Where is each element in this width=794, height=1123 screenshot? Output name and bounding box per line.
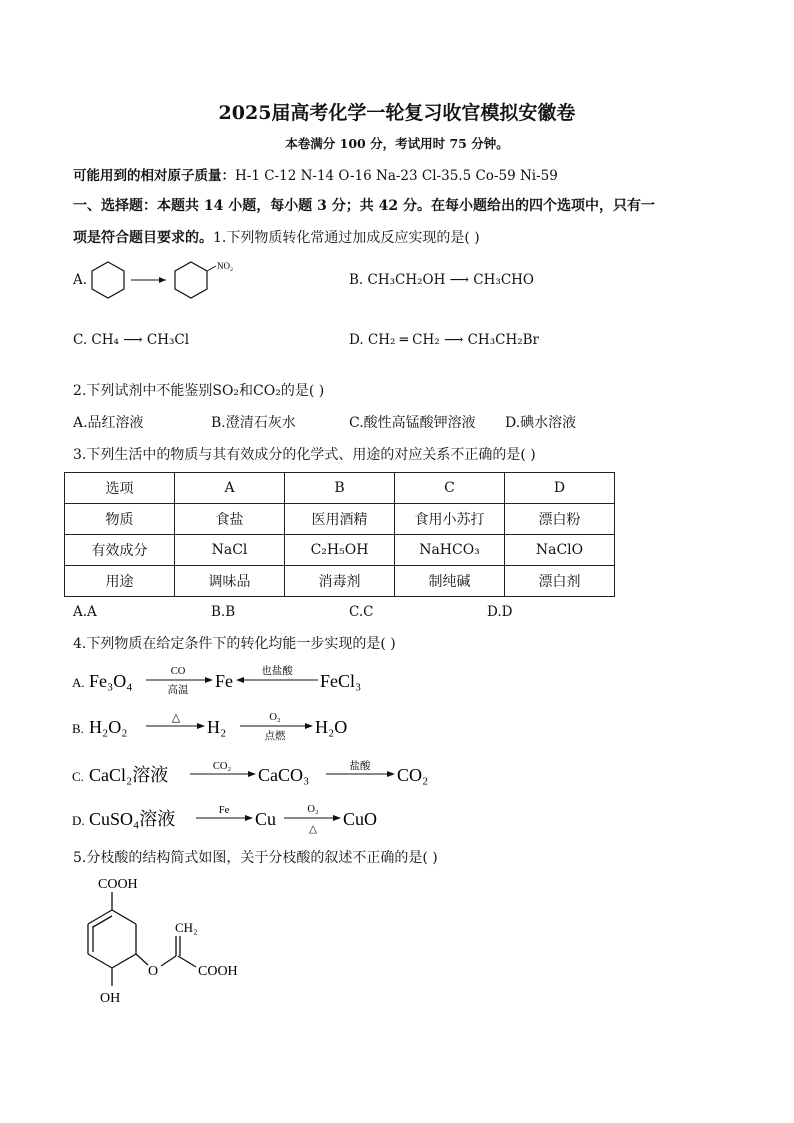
table-cell: 漂白剂 (505, 566, 615, 597)
table-cell: NaHCO₃ (395, 535, 505, 566)
q4b-condition-top: △ (171, 712, 181, 724)
q4-option-d-reaction (70, 798, 400, 840)
nitro-bond (207, 266, 216, 271)
q2-option-d: D.碘水溶液 (505, 415, 577, 431)
table-cell: 制纯碱 (395, 566, 505, 597)
q3-option-d: D.D (487, 604, 513, 620)
table-cell: 用途 (65, 566, 175, 597)
section-instructions-bold: 项是符合题目要求的。 (73, 230, 213, 246)
table-row (65, 473, 615, 504)
nitro-group-label: NO₂ (217, 261, 234, 271)
q1-option-c: C. CH₄ ⟶ CH₃Cl (73, 332, 190, 348)
arrow-head (387, 771, 395, 777)
table-cell: D (505, 473, 615, 504)
q2-option-a: A.品红溶液 (73, 415, 144, 431)
structure-label-ch2: CH₂ (175, 920, 198, 935)
page-title: 2025届高考化学一轮复习收官模拟安徽卷 (218, 102, 576, 124)
q4-option-b-reaction (70, 706, 400, 746)
q4a-intermediate: Fe (215, 671, 233, 691)
structure-bond (112, 910, 136, 924)
q1-option-a-label: A. (73, 272, 88, 288)
q4b-intermediate: H₂ (207, 717, 227, 737)
table-cell: A (175, 473, 285, 504)
table-cell: C₂H₅OH (285, 535, 395, 566)
table-cell: 物质 (65, 504, 175, 535)
structure-label-o: O (148, 964, 159, 979)
table-cell: B (285, 473, 395, 504)
arrow-head (159, 277, 166, 283)
q4d-condition2-top: O₂ (307, 804, 319, 815)
table-cell: C (395, 473, 505, 504)
structure-bond (161, 956, 176, 966)
q4d-condition2-bottom: △ (308, 824, 318, 835)
arrow-head-left (236, 677, 244, 683)
q4a-reactant: Fe₃O₄ (89, 671, 133, 691)
arrow-head (245, 815, 253, 821)
q4d-reactant: CuSO₄溶液 (89, 809, 176, 829)
table-cell: 医用酒精 (285, 504, 395, 535)
q4-option-a-label: A. (72, 675, 85, 690)
nitrobenzene-ring (175, 262, 207, 298)
arrow-head (248, 771, 256, 777)
q4d-condition-top: Fe (218, 805, 230, 816)
q4a-condition-top: CO (170, 666, 186, 677)
structure-bond (136, 954, 148, 965)
arrow-head (333, 815, 341, 821)
question-5-stem: 5.分枝酸的结构简式如图，关于分枝酸的叙述不正确的是( ) (73, 850, 438, 866)
q3-option-b: B.B (211, 604, 236, 620)
atomic-mass-label: 可能用到的相对原子质量： (73, 168, 235, 184)
structure-bond (88, 954, 112, 968)
q1-option-a-reaction (86, 258, 256, 302)
q4a-condition-bottom: 高温 (167, 685, 189, 696)
q4b-reactant: H₂O₂ (89, 717, 128, 737)
structure-bond (88, 910, 112, 924)
q4a-product: FeCl₃ (320, 671, 362, 691)
table-cell: 食盐 (175, 504, 285, 535)
q1-option-d: D. CH₂ ═ CH₂ ⟶ CH₃CH₂Br (349, 332, 540, 348)
structure-label-cooh-right: COOH (198, 964, 238, 979)
structure-label-cooh-top: COOH (98, 877, 138, 892)
q4-option-c-reaction (70, 754, 450, 794)
table-cell: 选项 (65, 473, 175, 504)
q4-option-c-label: C. (72, 769, 84, 784)
q2-option-b: B.澄清石灰水 (211, 415, 296, 431)
arrow-head (205, 677, 213, 683)
question-1-stem: 1.下列物质转化常通过加成反应实现的是( ) (213, 230, 480, 246)
arrow-head (305, 723, 313, 729)
question-2-stem: 2.下列试剂中不能鉴别SO₂和CO₂的是( ) (73, 383, 325, 399)
q3-option-a: A.A (73, 604, 97, 620)
structure-bond (112, 954, 136, 968)
q4-option-b-label: B. (72, 721, 84, 736)
table-row (65, 535, 615, 566)
question-4-stem: 4.下列物质在给定条件下的转化均能一步实现的是( ) (73, 636, 396, 652)
q4b-product: H₂O (315, 717, 348, 737)
q4d-intermediate: Cu (255, 809, 277, 829)
q4c-condition-top: CO₂ (212, 761, 232, 772)
q1-option-b: B. CH₃CH₂OH ⟶ CH₃CHO (349, 272, 534, 288)
section-instructions-line1: 一、选择题：本题共 14 小题，每小题 3 分；共 42 分。在每小题给出的四个选项中，只有一 (73, 198, 655, 214)
q4c-reactant: CaCl₂溶液 (89, 765, 169, 785)
table-cell: NaCl (175, 535, 285, 566)
benzene-ring (92, 262, 124, 298)
atomic-mass-values: H-1 C-12 N-14 O-16 Na-23 Cl-35.5 Co-59 Ni-59 (235, 168, 558, 184)
q4c-product: CO₂ (397, 765, 429, 785)
q4-option-a-reaction (70, 660, 400, 700)
table-cell: 有效成分 (65, 535, 175, 566)
q4c-condition2-top: 盐酸 (349, 761, 371, 772)
table-row (65, 566, 615, 597)
q3-option-c: C.C (349, 604, 374, 620)
q4a-condition2-top: 也盐酸 (261, 666, 293, 677)
table-cell: 食用小苏打 (395, 504, 505, 535)
exam-info: 本卷满分 100 分，考试用时 75 分钟。 (285, 136, 509, 151)
q4c-intermediate: CaCO₃ (258, 765, 310, 785)
table-cell: NaClO (505, 535, 615, 566)
chorismic-acid-structure (68, 870, 268, 1020)
table-row (65, 504, 615, 535)
section-instructions-line2 (73, 227, 480, 247)
q3-table (64, 472, 615, 597)
structure-label-oh: OH (100, 991, 121, 1006)
question-3-stem: 3.下列生活中的物质与其有效成分的化学式、用途的对应关系不正确的是( ) (73, 447, 536, 463)
table-cell: 调味品 (175, 566, 285, 597)
q4b-condition2-top: O₂ (269, 712, 281, 723)
q2-option-c: C.酸性高锰酸钾溶液 (349, 415, 476, 431)
atomic-masses-line (73, 164, 558, 184)
structure-bond (178, 956, 196, 967)
q4d-product: CuO (343, 809, 378, 829)
arrow-head (197, 723, 205, 729)
table-cell: 消毒剂 (285, 566, 395, 597)
structure-double-bond (93, 916, 112, 927)
q4b-condition2-bottom: 点燃 (264, 731, 286, 742)
q4-option-d-label: D. (72, 813, 85, 828)
table-cell: 漂白粉 (505, 504, 615, 535)
